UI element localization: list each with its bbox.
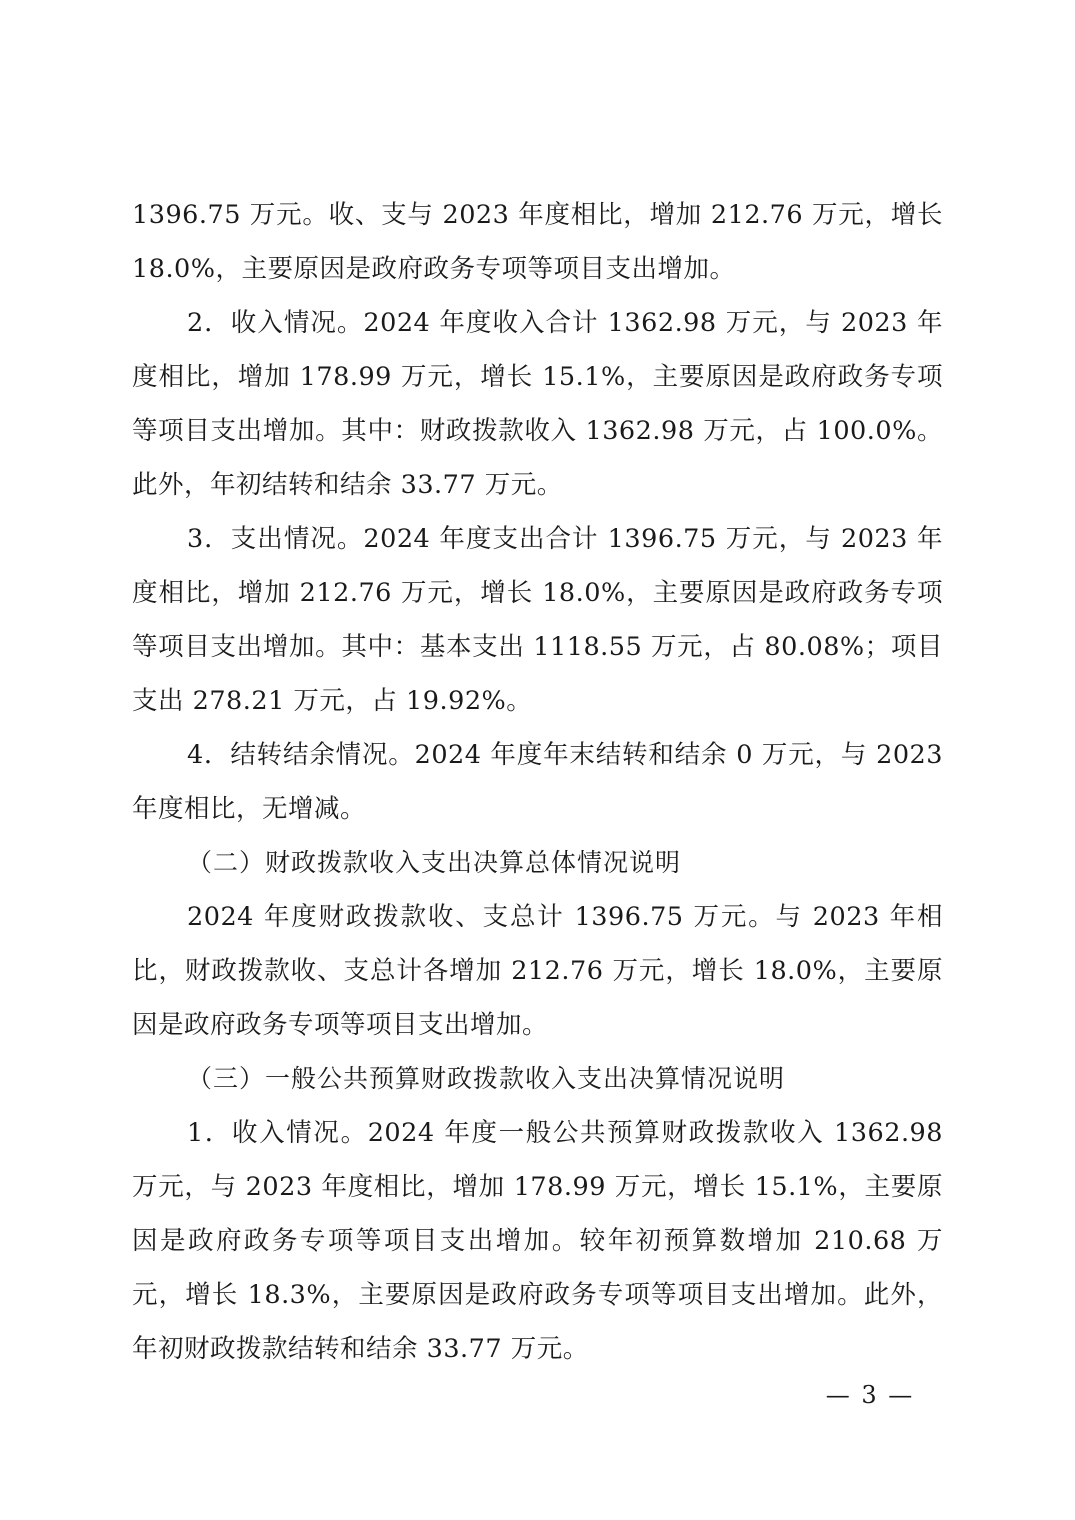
paragraph-general-budget-income: 1．收入情况。2024 年度一般公共预算财政拨款收入 1362.98 万元，与 2023 年度相比，增加 178.99 万元，增长 15.1%，主要原因是政府政务专项等项目支出增加。较年初预算数增加 210.68 万元，增长 18.3%，主要原因是政府政务专项等项目支出增加。此外，年初财政拨款结转和结余 33.77 万元。	[132, 1118, 943, 1364]
paragraph-expenditure: 3．支出情况。2024 年度支出合计 1396.75 万元，与 2023 年度相比，增加 212.76 万元，增长 18.0%，主要原因是政府政务专项等项目支出增加。其中：基本支出 1118.55 万元，占 80.08%；项目支出 278.21 万元，占 19.92%。	[132, 524, 943, 716]
section-heading-3: （三）一般公共预算财政拨款收入支出决算情况说明	[187, 1064, 786, 1093]
paragraph-fiscal-total: 2024 年度财政拨款收、支总计 1396.75 万元。与 2023 年相比，财政拨款收、支总计各增加 212.76 万元，增长 18.0%，主要原因是政府政务专项等项目支出增加。	[132, 902, 943, 1040]
paragraph-continuation: 1396.75 万元。收、支与 2023 年度相比，增加 212.76 万元，增长 18.0%，主要原因是政府政务专项等项目支出增加。	[132, 200, 943, 284]
paragraph-income: 2．收入情况。2024 年度收入合计 1362.98 万元，与 2023 年度相比，增加 178.99 万元，增长 15.1%，主要原因是政府政务专项等项目支出增加。其中：财政拨款收入 1362.98 万元，占 100.0%。此外，年初结转和结余 33.77 万元。	[132, 308, 943, 500]
page-number: — 3 —	[825, 1381, 915, 1409]
section-heading-2: （二）财政拨款收入支出决算总体情况说明	[187, 848, 682, 877]
document-body	[132, 188, 943, 1376]
paragraph-carryover: 4．结转结余情况。2024 年度年末结转和结余 0 万元，与 2023 年度相比，无增减。	[132, 740, 943, 824]
